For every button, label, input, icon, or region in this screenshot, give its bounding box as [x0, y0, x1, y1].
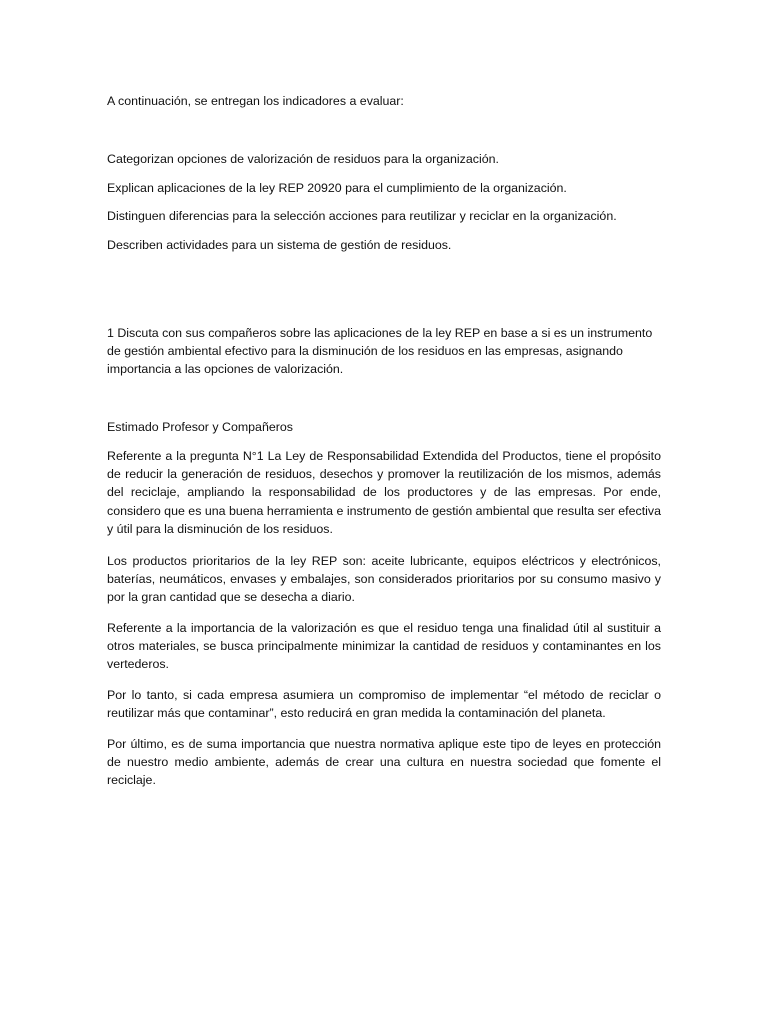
intro-text: A continuación, se entregan los indicadores a evaluar:: [107, 94, 404, 108]
answer-paragraph: Los productos prioritarios de la ley REP son: aceite lubricante, equipos eléctricos y electrónicos, baterías, neumáticos, envases y embalajes, son considerados prioritarios por su consumo masivo y por la gran cantidad que se desecha a diario.: [107, 554, 661, 605]
indicator-item: Explican aplicaciones de la ley REP 20920 para el cumplimiento de la organización.: [107, 181, 567, 195]
question-text: 1 Discuta con sus compañeros sobre las aplicaciones de la ley REP en base a si es un instrumento de gestión ambiental efectivo para la disminución de los residuos en las empresas, asignando importancia a las opciones de valorización.: [107, 326, 653, 377]
indicator-item: Distinguen diferencias para la selección acciones para reutilizar y reciclar en la organización.: [107, 209, 617, 223]
answer-paragraph: Referente a la pregunta N°1 La Ley de Responsabilidad Extendida del Productos, tiene el propósito de reducir la generación de residuos, desechos y promover la reutilización de los mismos, además del reciclaje, ampliando la responsabilidad de los productores y de las empresas. Por ende, considero que es una buena herramienta e instrumento de gestión ambiental que resulta ser efectiva y útil para la disminución de los residuos.: [107, 449, 661, 536]
indicator-item: Describen actividades para un sistema de gestión de residuos.: [107, 238, 452, 252]
indicator-item: Categorizan opciones de valorización de residuos para la organización.: [107, 152, 499, 166]
answer-paragraph: Por último, es de suma importancia que nuestra normativa aplique este tipo de leyes en protección de nuestro medio ambiente, además de crear una cultura en nuestra sociedad que fomente el reciclaje.: [107, 737, 661, 788]
greeting-text: Estimado Profesor y Compañeros: [107, 420, 293, 434]
answer-paragraph: Por lo tanto, si cada empresa asumiera un compromiso de implementar “el método de reciclar o reutilizar más que contaminar”, esto reducirá en gran medida la contaminación del planeta.: [107, 688, 661, 721]
answer-paragraph: Referente a la importancia de la valorización es que el residuo tenga una finalidad útil al sustituir a otros materiales, se busca principalmente minimizar la cantidad de residuos y contaminantes en los vertederos.: [107, 621, 661, 672]
